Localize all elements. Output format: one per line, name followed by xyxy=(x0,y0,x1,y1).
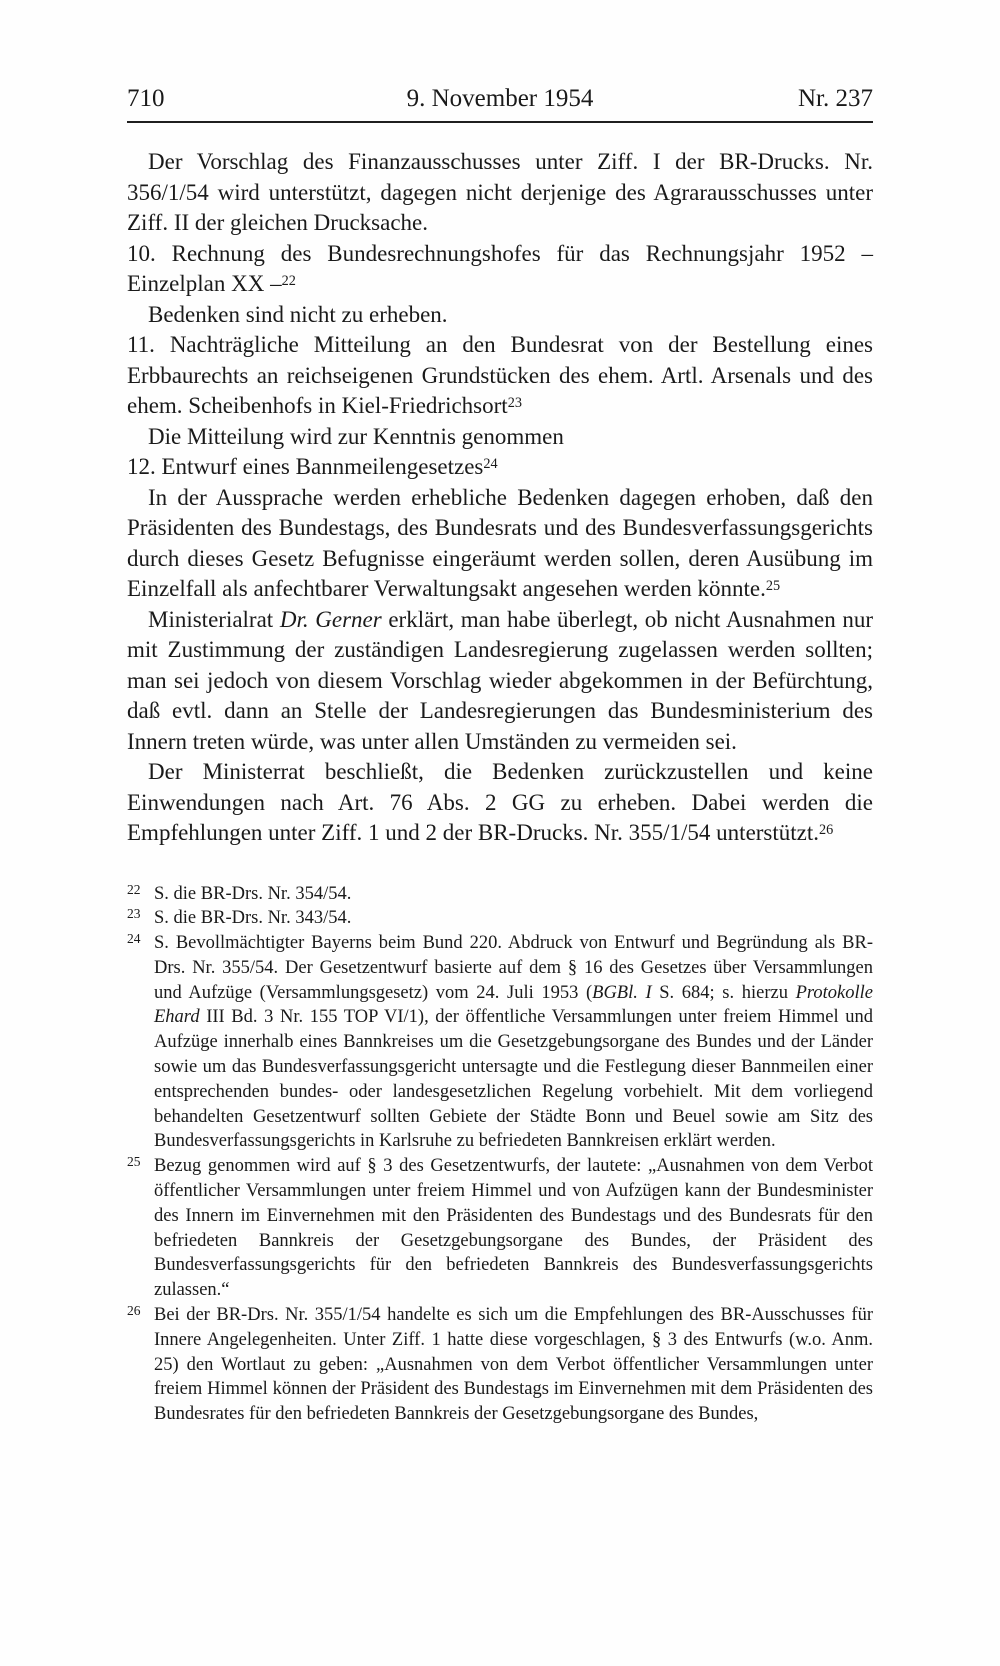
text-run: In der Aussprache werden erhebliche Bedenken dagegen erhoben, daß den Präsidenten des Bundestags, des Bundesrats und des Bundesverfassungsgerichts durch dieses Gesetz Befugnisse eingeräumt werden sollen, deren Ausübung im Einzelfall als anfechtbarer Verwaltungsakt angesehen werden könnte. xyxy=(127,484,873,601)
emphasized-text: BGBl. I xyxy=(592,982,652,1003)
main-text xyxy=(127,147,873,849)
text-run: III Bd. 3 Nr. 155 TOP VI/1), der öffentliche Versammlungen unter freiem Himmel und Aufzüge innerhalb eines Bannkreises um die Gesetzgebungsorgane des Bundes und der Länder sowie um das Bundesverfassungsgericht untersagte und die Festlegung dieser Bannmeilen einer entsprechenden bundes- oder landesgesetzlichen Regelung vorbehielt. Mit dem vorliegend behandelten Gesetzentwurf sollten Gebiete der Städte Bonn und Beuel sowie am Sitz des Bundesverfassungsgerichts in Karlsruhe zu befriedeten Bannkreisen erklärt werden. xyxy=(154,1007,873,1152)
page-content xyxy=(127,84,873,1427)
footnote-number: 25 xyxy=(127,1154,141,1170)
page-number: 710 xyxy=(127,85,165,112)
footnotes-block xyxy=(127,882,873,1428)
footnote-number: 24 xyxy=(127,931,141,947)
emphasized-text: Dr. Gerner xyxy=(279,606,382,632)
footnote-marker: 23 xyxy=(507,394,522,411)
paragraph xyxy=(127,330,873,422)
emphasized-text: Protokolle Ehard xyxy=(154,982,873,1028)
text-run: 11. Nachträgliche Mitteilung an den Bundesrat von der Bestellung eines Erbbaurechts an reichseigenen Grundstücken des ehem. Artl. Arsenals und des ehem. Scheibenhofs in Kiel-Friedrichsort xyxy=(127,332,873,418)
footnote-number: 26 xyxy=(127,1303,141,1319)
footnote-marker: 25 xyxy=(765,577,781,594)
running-head xyxy=(127,84,873,123)
paragraph xyxy=(127,757,873,849)
header-issue-number: Nr. 237 xyxy=(797,85,873,112)
footnote-22 xyxy=(127,882,873,907)
text-run: S. 684; s. hierzu xyxy=(651,982,796,1003)
footnote-marker: 26 xyxy=(819,821,834,838)
paragraph xyxy=(127,605,873,758)
text-run: Bedenken sind nicht zu erheben. xyxy=(148,301,448,327)
header-date: 9. November 1954 xyxy=(406,85,594,112)
text-run: Ministerialrat xyxy=(148,606,280,632)
footnote-26 xyxy=(127,1303,873,1427)
text-run: Der Ministerrat beschließt, die Bedenken zurückzustellen und keine Einwendungen nach Art. 76 Abs. 2 GG zu erheben. Dabei werden die Empfehlungen unter Ziff. 1 und 2 der BR-Drucks. Nr. 355/1/54 unterstützt. xyxy=(127,759,873,845)
footnote-23 xyxy=(127,906,873,931)
footnote-25 xyxy=(127,1154,873,1303)
text-run: Bezug genommen wird auf § 3 des Gesetzentwurfs, der lautete: „Ausnahmen von dem Verbot öffentlicher Versammlungen unter freiem Himmel und von Aufzügen kann der Bundesminister des Innern im Einvernehmen mit den Präsidenten des Bundestags und des Bundesrats für den befriedeten Bannkreis der Gesetzgebungsorgane des Bundes, der Präsident des Bundesverfassungsgerichts für den befriedeten Bannkreis des Bundesverfassungsgerichts zulassen.“ xyxy=(154,1156,873,1301)
text-run: erklärt, man habe überlegt, ob nicht Ausnahmen nur mit Zustimmung der zuständigen Landesregierung zugelassen werden sollten; man sei jedoch von diesem Vorschlag wieder abgekommen in der Befürchtung, daß evtl. dann an Stelle der Landesregierungen das Bundesministerium des Innern treten würde, was unter allen Umständen zu vermeiden sei. xyxy=(127,606,873,754)
text-run: S. die BR-Drs. Nr. 354/54. xyxy=(154,883,352,904)
paragraph xyxy=(127,147,873,239)
text-run: 10. Rechnung des Bundesrechnungshofes für das Rechnungsjahr 1952 – Einzelplan XX – xyxy=(127,240,873,296)
footnote-marker: 24 xyxy=(483,455,498,472)
paragraph xyxy=(127,452,873,483)
text-run: Die Mitteilung wird zur Kenntnis genommen xyxy=(148,423,564,449)
text-run: S. die BR-Drs. Nr. 343/54. xyxy=(154,908,352,929)
text-run: S. Bevollmächtigter Bayerns beim Bund 220. Abdruck von Entwurf und Begründung als BR-Drs. Nr. 355/54. Der Gesetzentwurf basierte auf dem § 16 des Gesetzes über Versammlungen und Aufzüge (Versammlungsgesetz) vom 24. Juli 1953 ( xyxy=(154,933,873,1003)
text-run: 12. Entwurf eines Bannmeilengesetzes xyxy=(127,454,484,479)
paragraph xyxy=(127,483,873,605)
paragraph xyxy=(127,300,873,331)
text-run: Der Vorschlag des Finanzausschusses unter Ziff. I der BR-Drucks. Nr. 356/1/54 wird unterstützt, dagegen nicht derjenige des Agrarausschusses unter Ziff. II der gleichen Drucksache. xyxy=(127,149,873,235)
paragraph xyxy=(127,422,873,453)
footnote-number: 23 xyxy=(127,906,141,922)
paragraph xyxy=(127,239,873,300)
footnote-marker: 22 xyxy=(281,272,296,289)
footnote-number: 22 xyxy=(127,881,141,897)
footnote-24 xyxy=(127,931,873,1154)
text-run: Bei der BR-Drs. Nr. 355/1/54 handelte es sich um die Empfehlungen des BR-Ausschusses für Innere Angelegenheiten. Unter Ziff. 1 hatte diese vorgeschlagen, § 3 des Entwurfs (w.o. Anm. 25) den Wortlaut zu geben: „Ausnahmen von dem Verbot öffentlicher Versammlungen unter freiem Himmel können der Präsident des Bundestags im Einvernehmen mit dem Präsidenten des Bundesrates für den befriedeten Bannkreis der Gesetzgebungsorgane des Bundes, xyxy=(154,1305,873,1425)
